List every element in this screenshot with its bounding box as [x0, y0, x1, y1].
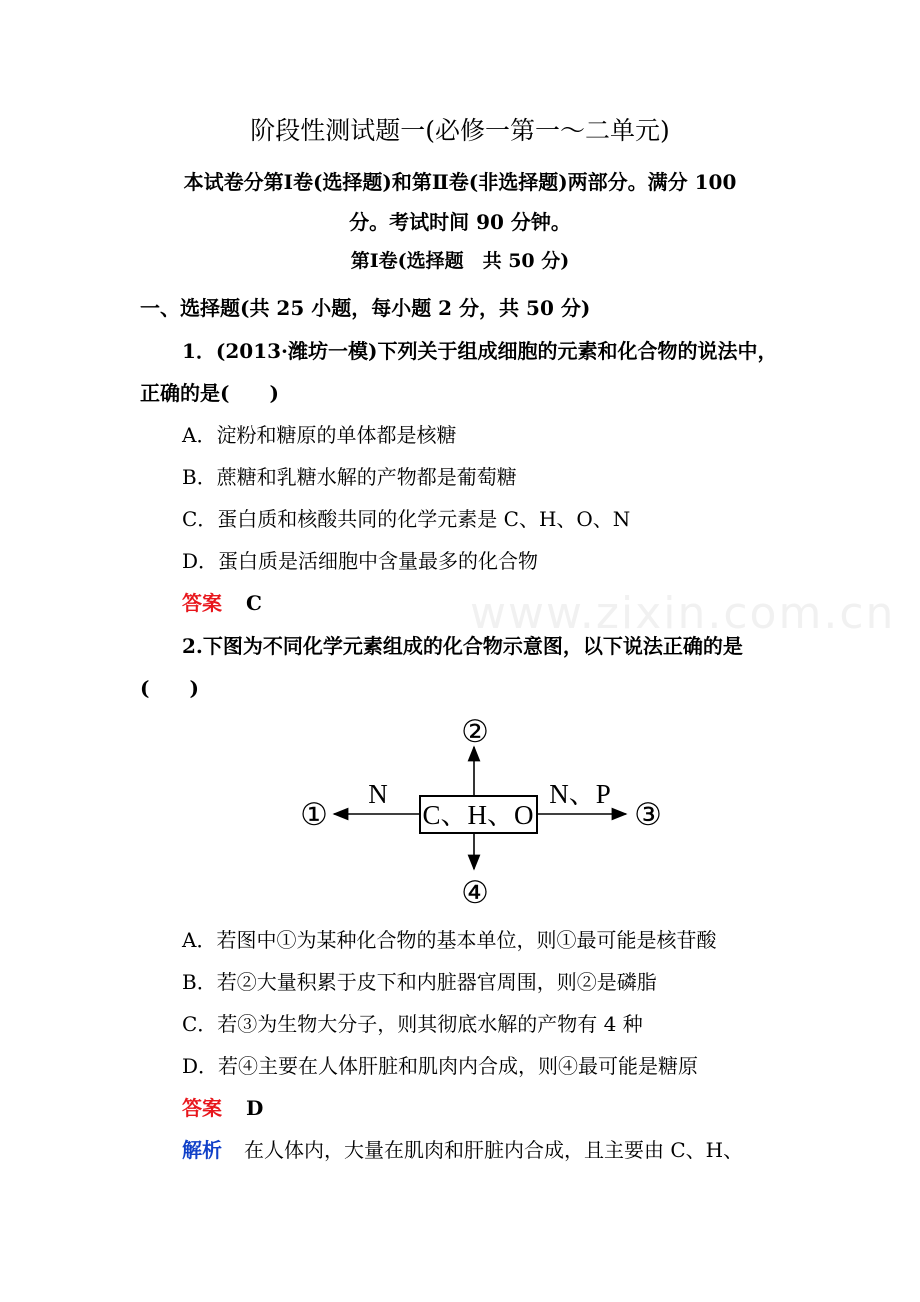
node-1: ① — [300, 797, 328, 832]
q2-analysis — [182, 1140, 743, 1160]
center-label: C、H、O — [422, 800, 534, 830]
node-4: ④ — [461, 875, 489, 910]
q2-option-d: D．若④主要在人体肝脏和肌肉内合成，则④最可能是糖原 — [182, 1054, 699, 1078]
question-2-stem-cont: ( ) — [140, 676, 199, 700]
question-2-stem: 2.下图为不同化学元素组成的化合物示意图，以下说法正确的是 — [182, 634, 743, 658]
q2-answer — [182, 1098, 263, 1118]
node-3: ③ — [634, 797, 662, 832]
page-title: 阶段性测试题一(必修一第一～二单元) — [250, 116, 670, 145]
compound-diagram — [0, 700, 920, 915]
node-2: ② — [461, 714, 489, 749]
q1-option-a: A．淀粉和糖原的单体都是核糖 — [182, 423, 457, 447]
q2-option-a: A．若图中①为某种化合物的基本单位，则①最可能是核苷酸 — [182, 928, 717, 952]
q1-answer — [182, 593, 262, 613]
q1-option-c: C．蛋白质和核酸共同的化学元素是 C、H、O、N — [182, 507, 631, 531]
intro-line-2: 分。考试时间 90 分钟。 — [349, 210, 571, 234]
answer-value: D — [246, 1096, 264, 1120]
intro-line-1: 本试卷分第Ⅰ卷(选择题)和第Ⅱ卷(非选择题)两部分。满分 100 — [183, 170, 737, 194]
q2-option-b: B．若②大量积累于皮下和内脏器官周围，则②是磷脂 — [182, 970, 657, 994]
question-1-stem: 1．(2013·潍坊一模)下列关于组成细胞的元素和化合物的说法中， — [182, 339, 778, 363]
q1-option-d: D．蛋白质是活细胞中含量最多的化合物 — [182, 549, 539, 573]
analysis-label: 解析 — [182, 1138, 222, 1162]
analysis-text: 在人体内，大量在肌肉和肝脏内合成，且主要由 C、H、 — [244, 1138, 744, 1162]
section-heading: 一、选择题(共 25 小题，每小题 2 分，共 50 分) — [140, 296, 591, 320]
q2-option-c: C．若③为生物大分子，则其彻底水解的产物有 4 种 — [182, 1012, 643, 1036]
answer-value: C — [246, 591, 262, 615]
answer-label: 答案 — [182, 1096, 222, 1120]
watermark: www.zixin.com.cn — [470, 588, 896, 639]
q1-option-b: B．蔗糖和乳糖水解的产物都是葡萄糖 — [182, 465, 517, 489]
right-arrow-label: N、P — [549, 779, 611, 809]
part-heading: 第Ⅰ卷(选择题 共 50 分) — [350, 250, 570, 272]
answer-label: 答案 — [182, 591, 222, 615]
question-1-stem-cont: 正确的是( ) — [140, 381, 279, 405]
left-arrow-label: N — [368, 779, 388, 809]
